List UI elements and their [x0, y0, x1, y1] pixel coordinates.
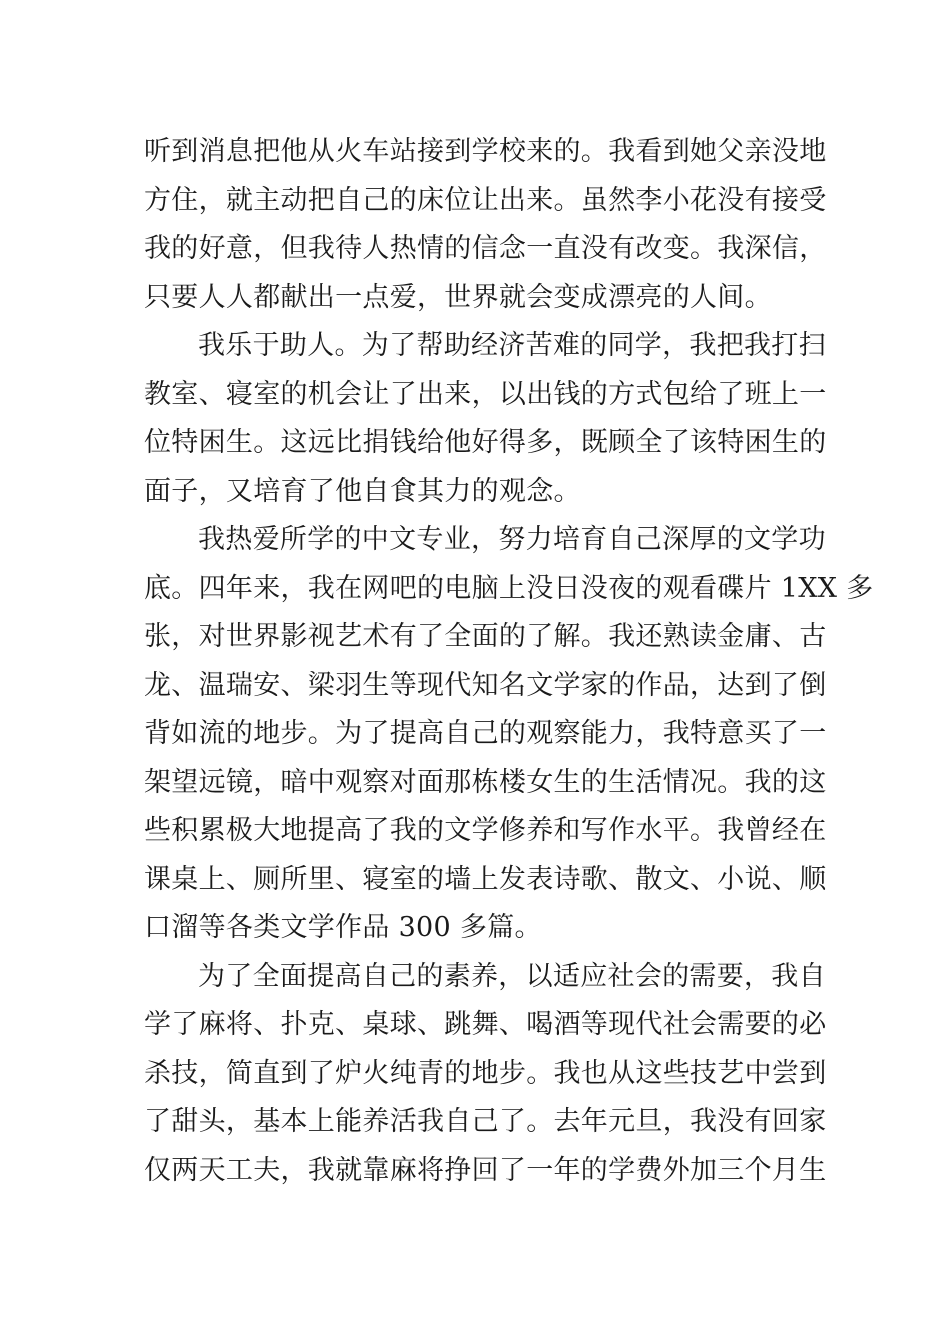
text-line: 背如流的地步。为了提高自己的观察能力，我特意买了一	[144, 718, 827, 749]
text-line: 面子，又培育了他自食其力的观念。	[144, 475, 581, 507]
text-line: 学了麻将、扑克、桌球、跳舞、喝酒等现代社会需要的必	[144, 1009, 827, 1040]
text-line: 杀技，简直到了炉火纯青的地步。我也从这些技艺中尝到	[144, 1057, 827, 1089]
text-line: 只要人人都献出一点爱，世界就会变成漂亮的人间。	[144, 281, 772, 313]
text-line: 口溜等各类文学作品 300 多篇。	[144, 912, 542, 943]
text-line: 架望远镜，暗中观察对面那栋楼女生的生活情况。我的这	[144, 766, 827, 798]
paragraph-first-line: 我热爱所学的中文专业，努力培育自己深厚的文学功	[198, 524, 826, 555]
text-line: 些积累极大地提高了我的文学修养和写作水平。我曾经在	[144, 815, 827, 846]
text-line: 我的好意，但我待人热情的信念一直没有改变。我深信，	[144, 233, 827, 264]
text-line: 底。四年来，我在网吧的电脑上没日没夜的观看碟片 1XX 多	[144, 572, 874, 604]
text-line: 位特困生。这远比捐钱给他好得多，既顾全了该特困生的	[144, 427, 827, 458]
paragraph-first-line: 为了全面提高自己的素养，以适应社会的需要，我自	[198, 960, 826, 992]
text-line: 仅两天工夫，我就靠麻将挣回了一年的学费外加三个月生	[144, 1154, 827, 1186]
text-line: 方住，就主动把自己的床位让出来。虽然李小花没有接受	[144, 184, 827, 216]
paragraph-first-line: 我乐于助人。为了帮助经济苦难的同学，我把我打扫	[198, 330, 826, 361]
text-line: 龙、温瑞安、梁羽生等现代知名文学家的作品，达到了倒	[144, 669, 827, 701]
document-body	[144, 128, 874, 1195]
text-line: 教室、寝室的机会让了出来，以出钱的方式包给了班上一	[144, 378, 827, 410]
text-line: 张，对世界影视艺术有了全面的了解。我还熟读金庸、古	[144, 621, 827, 652]
text-line: 听到消息把他从火车站接到学校来的。我看到她父亲没地	[144, 136, 827, 167]
text-line: 课桌上、厕所里、寝室的墙上发表诗歌、散文、小说、顺	[144, 863, 827, 895]
text-line: 了甜头，基本上能养活我自己了。去年元旦，我没有回家	[144, 1106, 827, 1137]
